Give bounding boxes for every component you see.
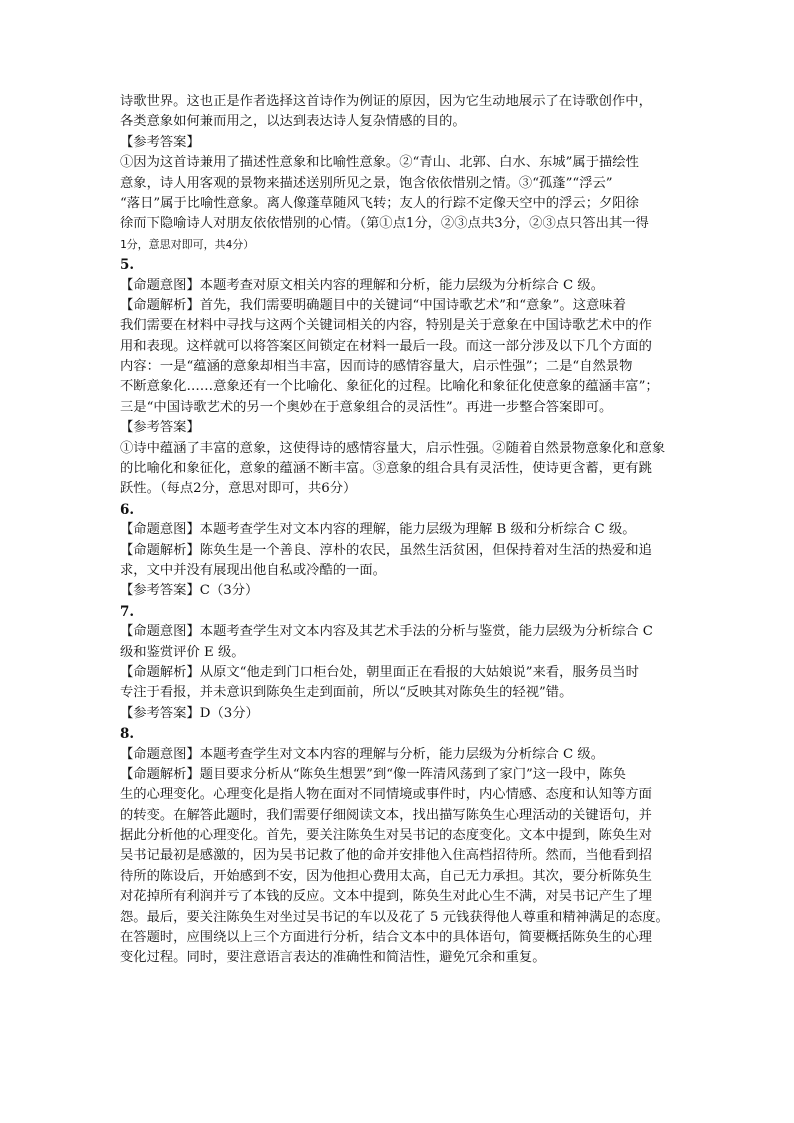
text-line: 【命题解析】题目要求分析从“陈奂生想罢”到“像一阵清风荡到了家门”这一段中，陈奂 [120,766,626,782]
text-line: 【命题意图】本题考查对原文相关内容的理解和分析，能力层级为分析综合 C 级。 [120,277,605,293]
text-line: 的转变。在解答此题时，我们需要仔细阅读文本，找出描写陈奂生心理活动的关键语句，并 [120,807,652,823]
text-line: 【命题意图】本题考查学生对文本内容的理解，能力层级为理解 B 级和分析综合 C 级。 [120,522,636,538]
text-line: ①因为这首诗兼用了描述性意象和比喻性意象。②“青山、北郭、白水、东城”属于描绘性 [120,155,639,171]
text-line: 的比喻化和象征化，意象的蕴涵不断丰富。③意象的组合具有灵活性，使诗更含蓄，更有跳 [120,461,652,477]
text-line: 【命题解析】从原文“他走到门口柜台处，朝里面正在看报的大姑娘说”来看，服务员当时 [120,664,639,680]
text-line: 【参考答案】C（3分） [120,583,259,599]
text-line: 生的心理变化。心理变化是指人物在面对不同情境或事件时，内心情感、态度和认知等方面 [120,787,652,803]
text-line: 求，文中并没有展现出他自私或冷酷的一面。 [120,562,386,578]
text-line: 5. [120,257,135,274]
text-line: 内容：一是“蕴涵的意象却相当丰富，因而诗的感情容量大，启示性强”；二是“自然景物 [120,359,633,375]
text-line: ①诗中蕴涵了丰富的意象，这使得诗的感情容量大，启示性强。②随着自然景物意象化和意象 [120,440,666,456]
text-line: 三是“中国诗歌艺术的另一个奥妙在于意象组合的灵活性”。再进一步整合答案即可。 [120,399,613,415]
text-line: 变化过程。同时，要注意语言表达的准确性和简洁性，避免冗余和重复。 [120,950,546,966]
text-line: 用和表现。这样就可以将答案区间锁定在材料一最后一段。而这一部分涉及以下几个方面的 [120,338,652,354]
text-line: “落日”属于比喻性意象。离人像蓬草随风飞转；友人的行踪不定像天空中的浮云；夕阳徐 [120,195,639,211]
text-line: 【参考答案】D（3分） [120,705,259,721]
text-line: 我们需要在材料中寻找与这两个关键词相关的内容，特别是关于意象在中国诗歌艺术中的作 [120,318,652,334]
text-line: 1分，意思对即可，共4分） [120,237,255,251]
text-line: 【命题意图】本题考查学生对文本内容及其艺术手法的分析与鉴赏，能力层级为分析综合 C [120,624,653,640]
text-line: 级和鉴赏评价 E 级。 [120,644,245,660]
text-line: 徐而下隐喻诗人对朋友依依惜别的心情。（第①点1分，②③点共3分，②③点只答出其一得 [120,216,649,232]
text-line: 8. [120,726,135,743]
text-line: 7. [120,603,135,620]
text-line: 吴书记最初是感激的，因为吴书记救了他的命并安排他入住高档招待所。然而，当他看到招 [120,848,652,864]
text-line: 6. [120,501,135,518]
text-line: 跃性。（每点2分，意思对即可，共6分） [120,481,357,497]
text-line: 【命题解析】首先，我们需要明确题目中的关键词“中国诗歌艺术”和“意象”。这意味着 [120,297,626,313]
document-body [120,92,680,969]
text-line: 【参考答案】 [120,420,200,436]
text-line: 各类意象如何兼而用之，以达到表达诗人复杂情感的目的。 [120,114,466,130]
text-line: 在答题时，应围绕以上三个方面进行分析，结合文本中的具体语句，简要概括陈奂生的心理 [120,930,652,946]
text-line: 据此分析他的心理变化。首先，要关注陈奂生对吴书记的态度变化。文本中提到，陈奂生对 [120,828,652,844]
text-line: 专注于看报，并未意识到陈奂生走到面前，所以“反映其对陈奂生的轻视”错。 [120,685,573,701]
text-line: 对花掉所有利润并亏了本钱的反应。文本中提到，陈奂生对此心生不满，对吴书记产生了埋 [120,889,652,905]
text-line: 不断意象化……意象还有一个比喻化、象征化的过程。比喻化和象征化使意象的蕴涵丰富”； [120,379,659,395]
text-line: 【参考答案】 [120,134,200,150]
text-line: 诗歌世界。这也正是作者选择这首诗作为例证的原因，因为它生动地展示了在诗歌创作中， [120,94,652,109]
text-line: 意象，诗人用客观的景物来描述送别所见之景，饱含依依惜别之情。③“孤蓬”“浮云” [120,175,613,191]
text-line: 【命题解析】陈奂生是一个善良、淳朴的农民，虽然生活贫困，但保持着对生活的热爱和追 [120,542,652,558]
text-line: 【命题意图】本题考查学生对文本内容的理解与分析，能力层级为分析综合 C 级。 [120,746,605,762]
text-line: 怨。最后，要关注陈奂生对坐过吴书记的车以及花了 5 元钱获得他人尊重和精神满足的态度。 [120,909,669,925]
text-line: 待所的陈设后，开始感到不安，因为他担心费用太高，自己无力承担。其次，要分析陈奂生 [120,868,652,884]
